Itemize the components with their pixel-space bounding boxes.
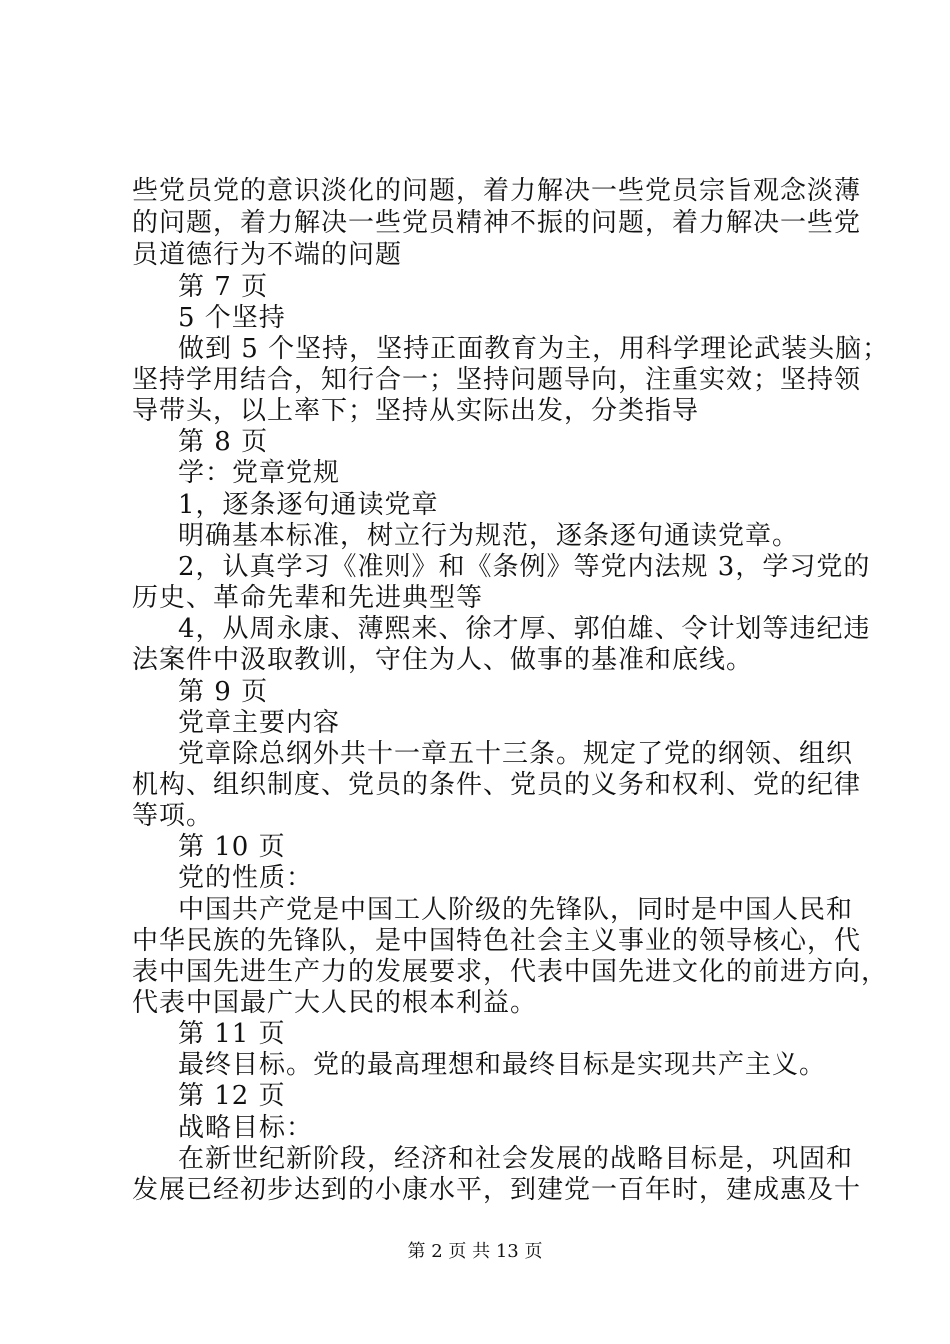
text-line: 员道德行为不端的问题 <box>132 240 403 270</box>
text-line: 代表中国最广大人民的根本利益。 <box>132 988 538 1018</box>
text-line: 历史、革命先辈和先进典型等 <box>132 583 484 613</box>
text-line: 党章除总纲外共十一章五十三条。规定了党的纲领、组织 <box>178 739 854 769</box>
text-line: 4，从周永康、薄熙来、徐才厚、郭伯雄、令计划等违纪违 <box>178 614 871 644</box>
page-marker: 第 9 页 <box>178 677 269 707</box>
page-marker: 第 10 页 <box>178 832 286 862</box>
text-line: 做到 5 个坚持，坚持正面教育为主，用科学理论武装头脑； <box>178 334 890 364</box>
text-line: 明确基本标准，树立行为规范，逐条逐句通读党章。 <box>178 521 800 551</box>
page-marker: 第 7 页 <box>178 272 269 302</box>
text-line: 法案件中汲取教训，守住为人、做事的基准和底线。 <box>132 645 754 675</box>
text-line: 中华民族的先锋队，是中国特色社会主义事业的领导核心，代 <box>132 926 862 956</box>
section-heading: 5 个坚持 <box>178 303 286 333</box>
section-heading: 学：党章党规 <box>178 458 341 488</box>
page-marker: 第 8 页 <box>178 427 269 457</box>
text-line: 2，认真学习《准则》和《条例》等党内法规 3，学习党的 <box>178 552 871 582</box>
text-line: 些党员党的意识淡化的问题，着力解决一些党员宗旨观念淡薄 <box>132 176 862 206</box>
text-line: 表中国先进生产力的发展要求，代表中国先进文化的前进方向， <box>132 957 889 987</box>
text-line: 的问题，着力解决一些党员精神不振的问题，着力解决一些党 <box>132 208 862 238</box>
text-line: 1，逐条逐句通读党章 <box>178 490 439 520</box>
text-line: 最终目标。党的最高理想和最终目标是实现共产主义。 <box>178 1050 827 1080</box>
section-heading: 党章主要内容 <box>178 708 341 738</box>
page-footer: 第 2 页 共 13 页 <box>407 1241 543 1262</box>
section-heading: 党的性质： <box>178 863 314 893</box>
text-line: 机构、组织制度、党员的条件、党员的义务和权利、党的纪律 <box>132 770 862 800</box>
text-line: 等项。 <box>132 801 214 831</box>
text-line: 坚持学用结合，知行合一；坚持问题导向，注重实效；坚持领 <box>132 365 862 395</box>
text-line: 发展已经初步达到的小康水平，到建党一百年时，建成惠及十 <box>132 1175 862 1205</box>
text-line: 中国共产党是中国工人阶级的先锋队，同时是中国人民和 <box>178 895 854 925</box>
section-heading: 战略目标： <box>178 1113 314 1143</box>
text-line: 在新世纪新阶段，经济和社会发展的战略目标是，巩固和 <box>178 1144 854 1174</box>
page-marker: 第 12 页 <box>178 1081 286 1111</box>
page-marker: 第 11 页 <box>178 1019 286 1049</box>
text-line: 导带头，以上率下；坚持从实际出发，分类指导 <box>132 396 700 426</box>
